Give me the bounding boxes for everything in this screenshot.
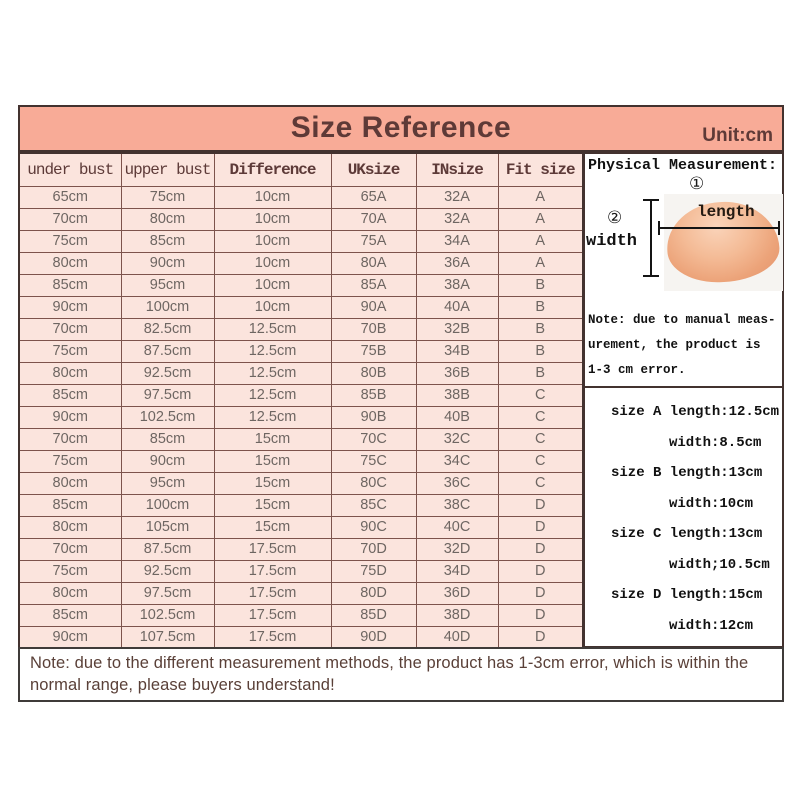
table-cell: 12.5cm [214, 340, 331, 362]
table-row [19, 560, 583, 582]
table-cell: 36C [416, 472, 498, 494]
table-cell: 15cm [214, 450, 331, 472]
table-cell: 90C [331, 516, 416, 538]
table-cell: 40A [416, 296, 498, 318]
size-spec-line: size D length:15cm [611, 587, 763, 603]
table-cell: 80cm [19, 582, 121, 604]
table-cell: 32A [416, 186, 498, 208]
title-bar [18, 105, 784, 152]
size-spec-line: size B length:13cm [611, 465, 763, 481]
table-cell: 10cm [214, 274, 331, 296]
table-cell: 10cm [214, 296, 331, 318]
table-cell: C [498, 384, 583, 406]
table-cell: 40D [416, 626, 498, 648]
table-cell: 10cm [214, 252, 331, 274]
table-cell: 12.5cm [214, 384, 331, 406]
table-cell: 40B [416, 406, 498, 428]
column-header: UKsize [331, 153, 416, 186]
table-cell: 85C [331, 494, 416, 516]
table-cell: 85cm [19, 494, 121, 516]
table-cell: 95cm [121, 472, 214, 494]
table-row [19, 472, 583, 494]
table-row [19, 494, 583, 516]
table-cell: D [498, 582, 583, 604]
table-cell: 100cm [121, 494, 214, 516]
table-cell: 100cm [121, 296, 214, 318]
table-cell: 90cm [19, 296, 121, 318]
table-row [19, 362, 583, 384]
table-cell: 90cm [121, 252, 214, 274]
table-cell: D [498, 626, 583, 648]
table-row [19, 604, 583, 626]
table-cell: 75cm [19, 340, 121, 362]
table-cell: 82.5cm [121, 318, 214, 340]
table-cell: 15cm [214, 428, 331, 450]
table-cell: 15cm [214, 472, 331, 494]
size-table-header-row [19, 153, 583, 186]
table-cell: A [498, 208, 583, 230]
table-row [19, 406, 583, 428]
measure-tick [658, 221, 660, 235]
table-cell: 65cm [19, 186, 121, 208]
table-cell: 90cm [121, 450, 214, 472]
table-row [19, 340, 583, 362]
table-cell: 15cm [214, 494, 331, 516]
table-cell: A [498, 252, 583, 274]
table-cell: C [498, 450, 583, 472]
table-cell: 75C [331, 450, 416, 472]
table-cell: 32D [416, 538, 498, 560]
page-title: Size Reference [290, 111, 512, 144]
measurement-note-line: 1-3 cm error. [588, 363, 686, 377]
table-cell: 70A [331, 208, 416, 230]
measurement-note-line: Note: due to manual meas- [588, 313, 776, 327]
table-cell: 70cm [19, 208, 121, 230]
table-cell: 85cm [121, 428, 214, 450]
physical-measurement-heading: Physical Measurement: [588, 157, 778, 174]
table-cell: 70D [331, 538, 416, 560]
table-cell: 17.5cm [214, 538, 331, 560]
table-cell: 12.5cm [214, 406, 331, 428]
table-cell: 34A [416, 230, 498, 252]
table-row [19, 384, 583, 406]
column-header: INsize [416, 153, 498, 186]
length-measure-line [658, 227, 780, 229]
table-cell: 75B [331, 340, 416, 362]
table-cell: 10cm [214, 230, 331, 252]
table-row [19, 516, 583, 538]
width-label: width [586, 232, 638, 251]
table-row [19, 186, 583, 208]
table-cell: 38D [416, 604, 498, 626]
table-cell: 17.5cm [214, 582, 331, 604]
table-cell: 90A [331, 296, 416, 318]
table-cell: 75cm [19, 450, 121, 472]
table-cell: 15cm [214, 516, 331, 538]
bottom-note: Note: due to the different measurement methods, the product has 1-3cm error, which is within the normal range, please buyers understand! [18, 647, 784, 702]
table-cell: 90B [331, 406, 416, 428]
table-cell: D [498, 538, 583, 560]
table-cell: D [498, 516, 583, 538]
table-cell: 107.5cm [121, 626, 214, 648]
table-cell: 75cm [19, 560, 121, 582]
column-header: Fit size [498, 153, 583, 186]
table-cell: 80cm [19, 516, 121, 538]
measure-tick [778, 221, 780, 235]
table-cell: 102.5cm [121, 406, 214, 428]
size-spec-line: width:8.5cm [669, 434, 762, 451]
table-cell: 75D [331, 560, 416, 582]
table-cell: 12.5cm [214, 318, 331, 340]
table-row [19, 230, 583, 252]
table-cell: 36B [416, 362, 498, 384]
table-row [19, 208, 583, 230]
table-cell: 70B [331, 318, 416, 340]
table-row [19, 318, 583, 340]
table-cell: 92.5cm [121, 560, 214, 582]
table-cell: 90D [331, 626, 416, 648]
table-cell: 90cm [19, 406, 121, 428]
table-cell: 95cm [121, 274, 214, 296]
size-specs-list [584, 388, 784, 648]
table-cell: 70C [331, 428, 416, 450]
size-spec-line: width:12cm [669, 617, 754, 634]
table-cell: 32C [416, 428, 498, 450]
table-cell: 75cm [121, 186, 214, 208]
table-cell: 80cm [19, 252, 121, 274]
table-cell: 34C [416, 450, 498, 472]
table-cell: 97.5cm [121, 384, 214, 406]
table-cell: 17.5cm [214, 604, 331, 626]
table-cell: 38C [416, 494, 498, 516]
table-row [19, 450, 583, 472]
measurement-note [585, 304, 782, 383]
table-cell: 97.5cm [121, 582, 214, 604]
size-spec-line: width;10.5cm [669, 556, 770, 573]
table-cell: 70cm [19, 428, 121, 450]
table-cell: 90cm [19, 626, 121, 648]
table-cell: D [498, 494, 583, 516]
size-table [18, 152, 584, 649]
table-cell: 75A [331, 230, 416, 252]
table-row [19, 582, 583, 604]
table-cell: 80cm [19, 472, 121, 494]
table-cell: 105cm [121, 516, 214, 538]
table-cell: 36D [416, 582, 498, 604]
table-cell: 85cm [19, 384, 121, 406]
size-table-body [19, 186, 583, 648]
table-cell: 36A [416, 252, 498, 274]
content-frame [18, 105, 784, 702]
table-cell: C [498, 406, 583, 428]
table-cell: 85D [331, 604, 416, 626]
table-cell: 70cm [19, 538, 121, 560]
table-cell: 85cm [19, 274, 121, 296]
table-cell: 10cm [214, 208, 331, 230]
table-row [19, 274, 583, 296]
table-cell: 80D [331, 582, 416, 604]
table-row [19, 252, 583, 274]
table-row [19, 538, 583, 560]
table-row [19, 626, 583, 648]
physical-measurement-box [584, 152, 784, 388]
table-cell: 87.5cm [121, 538, 214, 560]
table-cell: 34B [416, 340, 498, 362]
table-row [19, 296, 583, 318]
measure-tick [643, 199, 659, 201]
table-cell: C [498, 428, 583, 450]
table-cell: 85A [331, 274, 416, 296]
table-cell: 102.5cm [121, 604, 214, 626]
table-cell: B [498, 274, 583, 296]
measurement-diagram [585, 174, 782, 304]
table-cell: 85cm [19, 604, 121, 626]
circled-one-marker: ① [689, 174, 705, 194]
table-cell: 85cm [121, 230, 214, 252]
table-cell: D [498, 560, 583, 582]
size-spec-line: size A length:12.5cm [611, 404, 780, 420]
table-cell: C [498, 472, 583, 494]
table-cell: B [498, 340, 583, 362]
table-cell: B [498, 296, 583, 318]
measurement-note-line: urement, the product is [588, 338, 761, 352]
table-cell: 12.5cm [214, 362, 331, 384]
table-cell: 92.5cm [121, 362, 214, 384]
table-cell: B [498, 318, 583, 340]
table-cell: 10cm [214, 186, 331, 208]
table-cell: 17.5cm [214, 626, 331, 648]
table-cell: 38A [416, 274, 498, 296]
table-cell: 75cm [19, 230, 121, 252]
table-cell: 70cm [19, 318, 121, 340]
table-cell: 85B [331, 384, 416, 406]
table-cell: 32A [416, 208, 498, 230]
length-label: length [697, 203, 755, 221]
measure-tick [643, 275, 659, 277]
table-cell: 17.5cm [214, 560, 331, 582]
table-cell: 32B [416, 318, 498, 340]
table-cell: 80A [331, 252, 416, 274]
column-header: Difference [214, 153, 331, 186]
size-spec-line: width:10cm [669, 495, 754, 512]
table-cell: 80B [331, 362, 416, 384]
circled-two-marker: ② [607, 208, 623, 228]
table-cell: D [498, 604, 583, 626]
unit-label: Unit:cm [702, 125, 773, 146]
table-row [19, 428, 583, 450]
size-spec-line: size C length:13cm [611, 526, 763, 542]
table-cell: 34D [416, 560, 498, 582]
table-cell: 87.5cm [121, 340, 214, 362]
table-cell: A [498, 230, 583, 252]
table-cell: 38B [416, 384, 498, 406]
table-cell: A [498, 186, 583, 208]
column-header: upper bust [121, 153, 214, 186]
middle-section [18, 152, 784, 648]
table-cell: 80cm [19, 362, 121, 384]
table-cell: 40C [416, 516, 498, 538]
width-measure-line [650, 199, 652, 277]
table-cell: 80cm [121, 208, 214, 230]
table-cell: 80C [331, 472, 416, 494]
table-cell: B [498, 362, 583, 384]
table-cell: 65A [331, 186, 416, 208]
measurement-panel [584, 152, 784, 648]
column-header: under bust [19, 153, 121, 186]
